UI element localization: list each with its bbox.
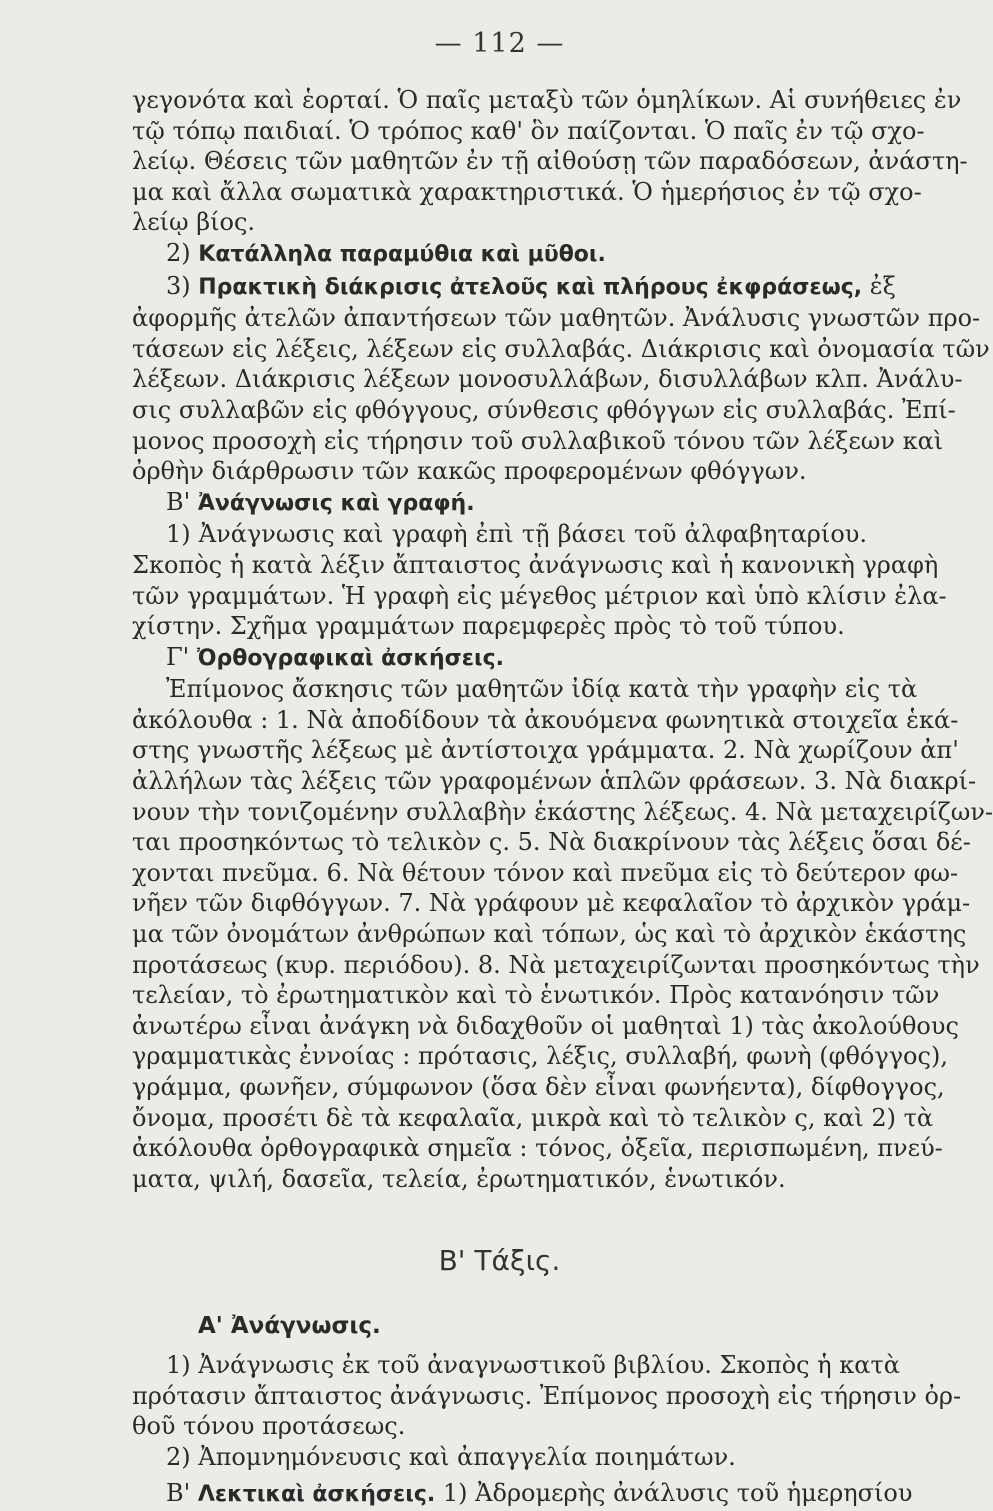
paragraph-a2 (132, 1350, 962, 1472)
text-line: Ἐπίμονος ἄσκησις τῶν μαθητῶν ἰδίᾳ κατὰ τὴν γραφὴν εἰς τὰ (166, 675, 918, 704)
item-3-number: 3) (166, 271, 199, 300)
text-line: 2) Ἀπομνημόνευσις καὶ ἀπαγγελία ποιημάτων. (166, 1442, 736, 1471)
text-line: λείῳ. Θέσεις τῶν μαθητῶν ἐν τῇ αἰθούσῃ τῶν παραδόσεων, ἀνάστη- (132, 147, 968, 176)
heading-c (132, 642, 867, 675)
text-line: ἀλλήλων τὰς λέξεις τῶν γραφομένων ἁπλῶν φράσεων. 3. Νὰ διακρί- (132, 767, 977, 796)
paragraph-mid (132, 303, 990, 487)
last-line-rest: 1) Ἀδρομερὴς ἀνάλυσις τοῦ ἡμερησίου (435, 1479, 913, 1508)
paragraph-b (132, 519, 947, 641)
text-line: μα καὶ ἄλλα σωματικὰ χαρακτηριστικά. Ὁ ἡμερήσιος ἐν τῷ σχο- (132, 177, 922, 206)
text-line: ἀκόλουθα ὀρθογραφικὰ σημεῖα : τόνος, ὀξεῖα, περισπωμένη, πνεύ- (132, 1134, 943, 1163)
text-line: χίστην. Σχῆμα γραμμάτων παρεμφερὲς πρὸς τὸ τοῦ τύπου. (132, 612, 845, 641)
item-3-heading: Πρακτικὴ διάκρισις ἀτελοῦς καὶ πλήρους ἐκφράσεως, (198, 274, 863, 300)
last-line-heading: Λεκτικαὶ ἀσκήσεις. (197, 1482, 436, 1508)
heading-b-title: Ἀνάγνωσις καὶ γραφή. (197, 490, 475, 516)
text-line: σις συλλαβῶν εἰς φθόγγους, σύνθεσις φθόγγων εἰς συλλαβάς. Ἐπί- (132, 395, 956, 424)
text-line: τῶν γραμμάτων. Ἡ γραφὴ εἰς μέγεθος μέτριον καὶ ὑπὸ κλίσιν ἐλα- (132, 581, 947, 610)
text-line: νῆεν τῶν διφθόγγων. 7. Νὰ γράφουν μὲ κεφαλαῖον τὸ ἀρχικὸν γράμ- (132, 889, 971, 918)
text-line: 1) Ἀνάγνωσις καὶ γραφὴ ἐπὶ τῇ βάσει τοῦ ἀλφαβηταρίου. (166, 520, 867, 549)
heading-b (132, 487, 867, 520)
text-line: ἀκόλουθα : 1. Νὰ ἀποδίδουν τὰ ἀκουόμενα φωνητικὰ στοιχεῖα ἑκά- (132, 705, 959, 734)
text-line: τῷ τόπῳ παιδιαί. Ὁ τρόπος καθ' ὃν παίζονται. Ὁ παῖς ἐν τῷ σχο- (132, 116, 925, 145)
text-line: νουν τὴν τονιζομένην συλλαβὴν ἑκάστης λέξεως. 4. Νὰ μεταχειρίζων- (132, 797, 993, 826)
item-2-number: 2) (166, 238, 199, 267)
text-line: λείῳ βίος. (132, 208, 256, 237)
item-3-rest: ἐξ (862, 271, 896, 300)
paragraph-top (132, 85, 968, 238)
heading-b-number: Β' (166, 487, 198, 516)
text-line: θοῦ τόνου προτάσεως. (132, 1412, 406, 1441)
text-line: ἀνωτέρω εἶναι ἀνάγκη νὰ διδαχθοῦν οἱ μαθηταὶ 1) τὰς ἀκολούθους (132, 1011, 959, 1040)
text-line: ὄνομα, προσέτι δὲ τὰ κεφαλαῖα, μικρὰ καὶ τὸ τελικὸν ς, καὶ 2) τὰ (132, 1103, 934, 1132)
item-2-heading: Κατάλληλα παραμύθια καὶ μῦθοι. (198, 241, 606, 267)
text-line: γραμματικὰς ἐννοίας : πρότασις, λέξις, συλλαβή, φωνὴ (φθόγγος), (132, 1042, 948, 1071)
text-line: ἀφορμῆς ἀτελῶν ἀπαντήσεων τῶν μαθητῶν. Ἀνάλυσις γνωστῶν προ- (132, 304, 981, 333)
text-line: 1) Ἀνάγνωσις ἐκ τοῦ ἀναγνωστικοῦ βιβλίου. Σκοπὸς ἡ κατὰ (166, 1350, 900, 1379)
heading-c-number: Γ' (166, 642, 197, 671)
text-line: γεγονότα καὶ ἑορταί. Ὁ παῖς μεταξὺ τῶν ὁμηλίκων. Αἱ συνήθειες ἐν (132, 86, 962, 114)
text-line: τάσεων εἰς λέξεις, λέξεων εἰς συλλαβάς. Διάκρισις καὶ ὀνομασία τῶν (132, 334, 990, 363)
item-3 (132, 271, 896, 304)
text-line: μα τῶν ὀνομάτων ἀνθρώπων καὶ τόπων, ὡς καὶ τὸ ἀρχικὸν ἑκάστης (132, 920, 967, 949)
page-number: — 112 — (434, 28, 565, 59)
last-line-number: Β' (166, 1479, 198, 1508)
text-line: ται προσηκόντως τὸ τελικὸν ς. 5. Νὰ διακρίνουν τὰς λέξεις ὅσαι δέ- (132, 828, 971, 857)
paragraph-c (132, 674, 993, 1194)
text-line: μονος προσοχὴ εἰς τήρησιν τοῦ συλλαβικοῦ τόνου τῶν λέξεων καὶ (132, 426, 944, 455)
text-line: προτάσεως (κυρ. περιόδου). 8. Νὰ μεταχειρίζωνται προσηκόντως τὴν (132, 950, 980, 979)
text-line: γράμμα, φωνῆεν, σύμφωνον (ὅσα δὲν εἶναι φωνήεντα), δίφθογγος, (132, 1073, 945, 1101)
text-line: στης γνωστῆς λέξεως μὲ ἀντίστοιχα γράμματα. 2. Νὰ χωρίζουν ἀπ' (132, 736, 959, 765)
heading-a2: Α' Ἀνάγνωσις. (198, 1313, 381, 1340)
heading-c-title: Ὀρθογραφικαὶ ἀσκήσεις. (196, 645, 504, 671)
item-2 (132, 238, 867, 271)
text-line: ὀρθὴν διάρθρωσιν τῶν κακῶς προφερομένων φθόγγων. (132, 457, 807, 486)
text-line: Σκοπὸς ἡ κατὰ λέξιν ἄπταιστος ἀνάγνωσις καὶ ἡ κανονικὴ γραφὴ (132, 550, 939, 579)
text-line: ματα, ψιλή, δασεῖα, τελεία, ἐρωτηματικόν, ἑνωτικόν. (132, 1164, 786, 1193)
text-line: πρότασιν ἄπταιστος ἀνάγνωσις. Ἐπίμονος προσοχὴ εἰς τήρησιν ὀρ- (132, 1381, 962, 1410)
text-line: χονται πνεῦμα. 6. Νὰ θέτουν τόνον καὶ πνεῦμα εἰς τὸ δεύτερον φω- (132, 858, 959, 887)
last-line (132, 1478, 913, 1511)
text-line: λέξεων. Διάκρισις λέξεων μονοσυλλάβων, δισυλλάβων κλπ. Ἀνάλυ- (132, 365, 963, 394)
section-title: Β' Τάξις. (438, 1244, 561, 1278)
text-line: τελείαν, τὸ ἐρωτηματικὸν καὶ τὸ ἑνωτικόν. Πρὸς κατανόησιν τῶν (132, 981, 940, 1010)
